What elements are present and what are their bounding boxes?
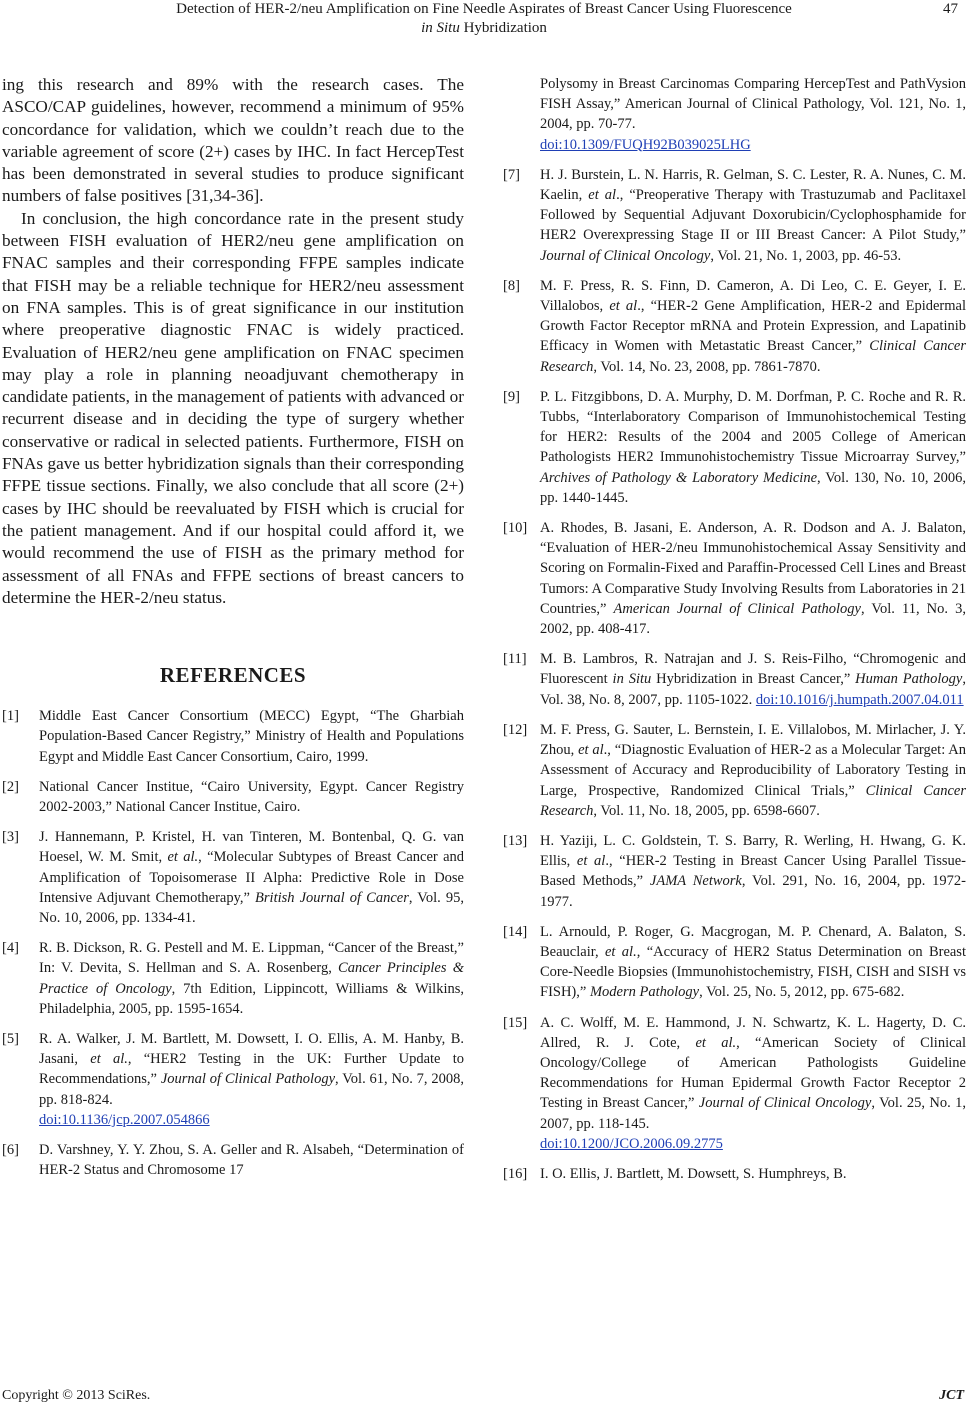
reference-number: [15] — [503, 1014, 528, 1031]
right-column — [503, 74, 966, 1194]
running-title-rest: Hybridization — [459, 20, 547, 36]
reference-journal: Modern Pathology — [589, 984, 700, 1001]
reference-title: ., “HER-2 Gene Amplification, HER-2 and Epidermal Growth Factor Receptor mRNA and Protein Expression, and Lapatinib Efficacy in Women with Metastatic Breast Cancer,” — [540, 298, 966, 355]
reference-number: [5] — [2, 1030, 19, 1047]
reference-item-3 — [2, 827, 464, 928]
reference-journal: Cancer Principles & Practice of Oncology — [39, 960, 464, 997]
reference-authors: M. F. Press, R. S. Finn, D. Cameron, A. Di Leo, C. E. Geyer, I. E. Villalobos, — [540, 277, 966, 315]
reference-item-12 — [503, 720, 966, 821]
reference-title: , “Molecular Subtypes of Breast Cancer and Amplification of Topoisomerase II Alpha: Predictive Role in Dose Intensive Adjuvant Chemotherapy,” — [39, 849, 464, 906]
reference-item-8 — [503, 276, 966, 377]
reference-item-5 — [2, 1029, 464, 1130]
reference-authors: M. F. Press, G. Sauter, L. Bernstein, I. E. Villalobos, M. Mirlacher, J. Y. Zhou, — [540, 721, 966, 759]
reference-number: [1] — [2, 708, 19, 725]
body-paragraph-1: ing this research and 89% with the research cases. The ASCO/CAP guidelines, however, recommend a minimum of 95% concordance for validation, which we couldn’t reach due to the variable agreement of score (2+) cases by IHC. In fact HercepTest has been demonstrated in several studies to produce significant numbers of false positives [31,34-36]. — [2, 75, 464, 206]
reference-number: [12] — [503, 721, 528, 738]
reference-number: [14] — [503, 923, 528, 940]
reference-text: Middle East Cancer Consortium (MECC) Egypt, “The Gharbiah Population-Based Cancer Registry,” Ministry of Health and Populations Egypt and Middle East Cancer Consortium, Cairo, 1999. — [39, 708, 464, 765]
reference-item-11 — [503, 649, 966, 710]
reference-details: , Vol. 38, No. 8, 2007, pp. 1105-1022. — [540, 671, 966, 708]
reference-item-14 — [503, 922, 966, 1003]
reference-authors: H. J. Burstein, L. N. Harris, R. Gelman, S. C. Lester, R. A. Nunes, C. M. Kaelin, — [540, 166, 966, 204]
reference-details: , Vol. 11, No. 3, 2002, pp. 408-417. — [540, 600, 966, 638]
reference-title: , “Accuracy of HER2 Status Determination on Breast Core-Needle Biopsies (Immunohistochemistry, FISH, CISH and SISH vs FISH),” — [540, 943, 966, 1001]
reference-title: ., “Diagnostic Evaluation of HER-2 as a Molecular Target: An Assessment of Accuracy and Reproducibility of Laboratory Testing in Large, Prospective, Randomized Clinical Trials,” — [540, 742, 966, 799]
copyright-notice: Copyright © 2013 SciRes. — [2, 1388, 151, 1403]
reference-journal: American Journal of Clinical Pathology — [613, 600, 861, 617]
reference-etal: et al. — [695, 1034, 737, 1051]
reference-authors: H. Yaziji, L. C. Goldstein, T. S. Barry, R. Werling, H. Hwang, G. K. Ellis, — [540, 832, 966, 870]
reference-item-7 — [503, 165, 966, 266]
reference-title: , “HER2 Testing in the UK: Further Update to Recommendations,” — [39, 1051, 464, 1088]
reference-title: A. Rhodes, B. Jasani, E. Anderson, A. R. Dodson and A. J. Balaton, “Evaluation of HER-2/neu Immunohistochemical Assay Sensitivity and Scoring on Formalin-Fixed and Paraffin-Processed Cell Lines and Breast Tumors: A Comparative Study Involving Results from Laboratories in 21 Countries,” — [540, 520, 966, 617]
reference-doi-link[interactable]: doi:10.1136/jcp.2007.054866 — [39, 1111, 210, 1128]
reference-etal: et al — [609, 298, 638, 315]
reference-details: , Vol. 14, No. 23, 2008, pp. 7861-7870. — [593, 358, 821, 375]
page-header — [0, 0, 968, 44]
reference-journal: Journal of Clinical Oncology — [540, 247, 711, 264]
reference-details: , Vol. 61, No. 7, 2008, pp. 818-824. — [39, 1071, 464, 1108]
reference-doi-link[interactable]: doi:10.1309/FUQH92B039025LHG — [540, 136, 751, 153]
reference-item-15 — [503, 1013, 966, 1154]
reference-number: [7] — [503, 166, 520, 183]
reference-details: , Vol. 25, No. 1, 2007, pp. 118-145. — [540, 1095, 966, 1132]
reference-number: [16] — [503, 1165, 528, 1182]
reference-doi-link[interactable]: doi:10.1200/JCO.2006.09.2775 — [540, 1135, 723, 1152]
reference-etal: et al. — [90, 1051, 128, 1068]
reference-number: [6] — [2, 1141, 19, 1158]
reference-doi-link[interactable]: doi:10.1016/j.humpath.2007.04.011 — [755, 691, 964, 708]
reference-title: , “American Society of Clinical Oncology/College of American Pathologists Guideline Recommendations for Human Epidermal Growth Factor Receptor 2 Testing in Breast Cancer,” — [540, 1034, 966, 1112]
reference-item-6 — [2, 1140, 464, 1180]
reference-journal: American Journal of Clinical Pathology — [624, 96, 861, 113]
references-heading: REFERENCES — [159, 663, 307, 688]
reference-authors: L. Arnould, P. Roger, G. Macgrogan, M. P. Chenard, A. Balaton, S. Beauclair, — [540, 923, 966, 960]
reference-journal: Journal of Clinical Pathology — [160, 1071, 336, 1088]
reference-title: Hybridization in Breast Cancer,” — [651, 671, 856, 688]
reference-details: , Vol. 291, No. 16, 2004, pp. 1972-1977. — [540, 873, 966, 910]
reference-etal: et al — [576, 853, 606, 870]
reference-item-13 — [503, 831, 966, 912]
reference-number: [11] — [503, 651, 527, 668]
reference-item-9 — [503, 387, 966, 508]
reference-details: , Vol. 21, No. 1, 2003, pp. 46-53. — [710, 247, 902, 264]
journal-abbreviation: JCT — [939, 1388, 964, 1403]
reference-item-16 — [503, 1164, 966, 1184]
reference-item-6-continued — [503, 74, 966, 155]
reference-item-10 — [503, 518, 966, 639]
reference-journal: British Journal of Cancer — [255, 889, 409, 906]
reference-journal: Journal of Clinical Oncology — [698, 1095, 872, 1112]
running-title-line2 — [70, 19, 898, 38]
reference-journal: JAMA Network — [649, 873, 742, 890]
reference-title: P. L. Fitzgibbons, D. A. Murphy, D. M. Dorfman, P. C. Roche and R. R. Tubbs, “Interlaboratory Comparison of Immunohistochemical Testing for HER2: Results of the 2004 and 2005 College of American Pathologists HER2 Immunohistochemistry Tissue Microarray Survey,” — [540, 388, 966, 466]
reference-details: , 7th Edition, Lippincott, Williams & Wilkins, Philadelphia, 2005, pp. 1595-1654. — [39, 980, 464, 1017]
reference-etal: et al — [588, 187, 617, 204]
reference-details: , Vol. 25, No. 5, 2012, pp. 675-682. — [699, 984, 905, 1001]
reference-journal: Clinical Cancer Research — [540, 338, 966, 375]
reference-journal: Clinical Cancer Research — [540, 782, 966, 819]
reference-text: D. Varshney, Y. Y. Zhou, S. A. Geller and R. Alsabeh, “Determination of HER-2 Status and Chromosome 17 — [39, 1141, 464, 1179]
reference-text: I. O. Ellis, J. Bartlett, M. Dowsett, S. Humphreys, B. — [540, 1165, 847, 1182]
reference-item-2 — [2, 777, 464, 817]
reference-title: ., “Preoperative Therapy with Trastuzumab and Paclitaxel Followed by Sequential Adjuvant Doxorubicin/Cyclophosphamide for HER2 Overexpressing Stage II or III Breast Cancer: A Pilot Study,” — [540, 187, 966, 244]
running-title-line1: Detection of HER-2/neu Amplification on Fine Needle Aspirates of Breast Cancer Using Fluorescence — [176, 1, 792, 17]
left-column — [2, 74, 464, 1190]
reference-etal: et al. — [167, 849, 199, 866]
body-paragraph-conclusion: In conclusion, the high concordance rate in the present study between FISH evaluation of HER2/neu gene amplification on FNAC samples and their corresponding FFPE samples indicate that FISH may be a reliable technique for HER2/neu assessment on FNA samples. This is of great significance in our institution where preoperative diagnostic FNAC is widely practiced. Evaluation of HER2/neu gene amplification on FNAC specimen may play a role in planning neoadjuvant chemotherapy in candidate patients, in the management of patients with advanced or recurrent disease and in deciding the type of surgery whether conservative or radical in selected patients. Furthermore, FISH on FNAs gave us better hybridization signals than their corresponding FFPE tissue sections. Finally, we also conclude that all score (2+) cases by IHC should be reevaluated by FISH which is crucial for the patient management. And if our hospital could afford it, we would recommend the use of FISH as the primary method for assessment of all FNAs and FFPE sections of breast cancers to determine the HER-2/neu status. — [2, 208, 464, 607]
reference-title: Polysomy in Breast Carcinomas Comparing HercepTest and PathVysion FISH Assay,” — [540, 76, 966, 113]
reference-etal: et al — [578, 742, 604, 759]
reference-number: [10] — [503, 520, 528, 537]
reference-authors: R. B. Dickson, R. G. Pestell and M. E. Lippman, “Cancer of the Breast,” In: V. Devita, S. Hellman and S. A. Rosenberg, — [39, 940, 464, 977]
page-number: 47 — [943, 1, 958, 17]
reference-number: [2] — [2, 778, 19, 795]
reference-number: [13] — [503, 832, 528, 849]
reference-authors: M. B. Lambros, R. Natrajan and J. S. Reis-Filho, “Chromogenic and Fluorescent — [540, 651, 966, 688]
reference-insitu: in Situ — [612, 671, 652, 688]
reference-item-1 — [2, 706, 464, 767]
reference-journal: Archives of Pathology & Laboratory Medicine — [540, 469, 818, 486]
reference-details: , Vol. 11, No. 18, 2005, pp. 6598-6607. — [593, 802, 820, 819]
reference-number: [9] — [503, 388, 520, 405]
reference-item-4 — [2, 938, 464, 1019]
reference-text: National Cancer Institue, “Cairo University, Egypt. Cancer Registry 2002-2003,” National Cancer Institue, Cairo. — [39, 778, 464, 815]
reference-details: , Vol. 121, No. 1, 2004, pp. 70-77. — [540, 96, 967, 133]
reference-details: , Vol. 95, No. 10, 2006, pp. 1334-41. — [39, 889, 464, 926]
reference-title: ., “HER-2 Testing in Breast Cancer Using Parallel Tissue-Based Methods,” — [540, 853, 966, 890]
reference-authors: A. C. Wolff, M. E. Hammond, J. N. Schwartz, K. L. Hagerty, D. C. Allred, R. J. Cote, — [540, 1014, 966, 1051]
reference-journal: Human Pathology — [855, 671, 963, 688]
reference-etal: et al. — [604, 943, 637, 960]
running-title-italic: in Situ — [421, 20, 460, 36]
running-title — [70, 0, 898, 38]
reference-details: , Vol. 130, No. 10, 2006, pp. 1440-1445. — [540, 469, 967, 506]
reference-number: [4] — [2, 940, 19, 957]
reference-number: [8] — [503, 277, 520, 294]
reference-number: [3] — [2, 829, 19, 846]
reference-authors: R. A. Walker, J. M. Bartlett, M. Dowsett, I. O. Ellis, A. M. Hanby, B. Jasani, — [39, 1030, 464, 1068]
reference-authors: J. Hannemann, P. Kristel, H. van Tinteren, M. Bontenbal, Q. G. van Hoesel, W. M. Smit, — [39, 829, 464, 866]
